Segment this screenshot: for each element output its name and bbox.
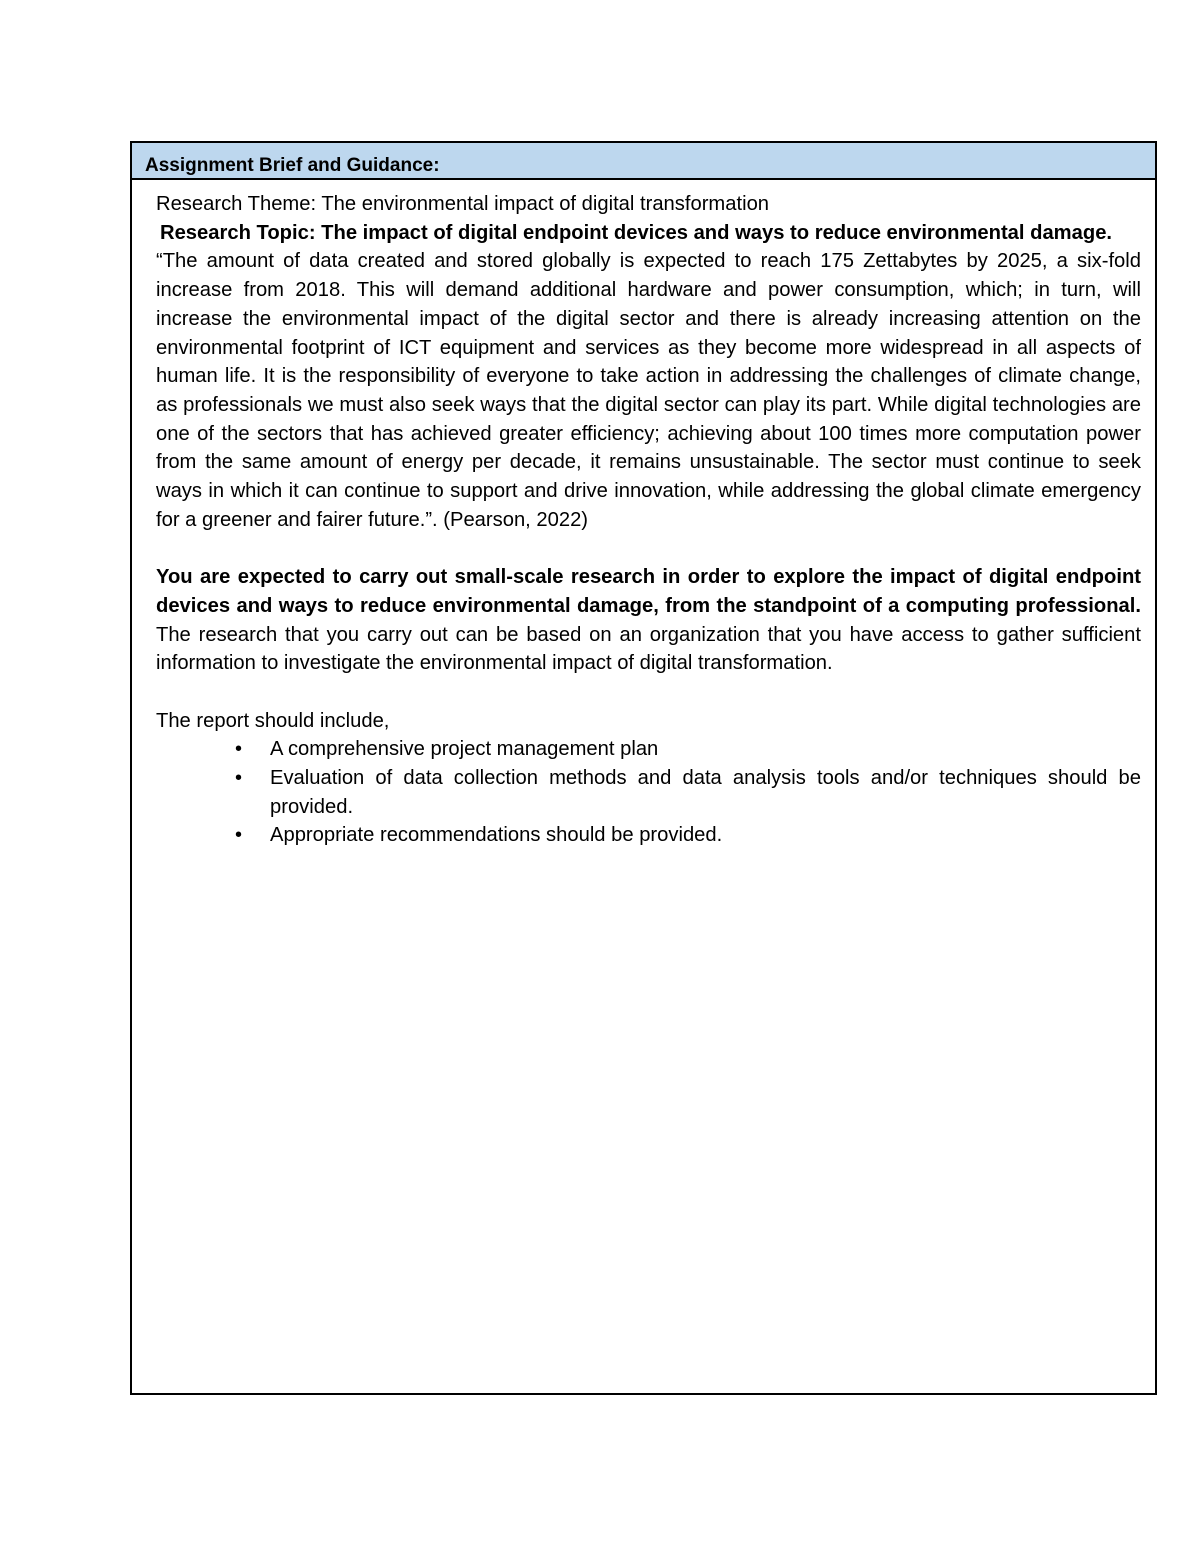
expectation-bold-text: You are expected to carry out small-scale research in order to explore the impact of digital endpoint devices and ways to reduce environmental damage, from the standpoint of a computing professional. — [156, 566, 1141, 617]
research-topic: Research Topic: The impact of digital endpoint devices and ways to reduce environmental damage. — [160, 221, 1113, 244]
list-item-text: A comprehensive project management plan — [270, 738, 659, 761]
expectation-text: The research that you carry out can be based on an organization that you have access to gather sufficient information to investigate the environmental impact of digital transformation. — [156, 623, 1141, 675]
spacer — [156, 534, 1141, 563]
list-item-text: Evaluation of data collection methods and data analysis tools and/or techniques should be provided. — [270, 767, 1141, 818]
assignment-brief-box — [130, 141, 1157, 1395]
report-requirements-list — [156, 735, 1141, 850]
report-intro: The report should include, — [156, 709, 390, 732]
bullet-icon: • — [235, 824, 243, 847]
spacer — [156, 678, 1141, 707]
list-item — [235, 735, 1141, 764]
list-item — [235, 821, 1141, 850]
brief-title: Assignment Brief and Guidance: — [145, 155, 440, 176]
bullet-icon: • — [235, 767, 243, 790]
brief-body — [132, 180, 1155, 850]
quote-paragraph: “The amount of data created and stored globally is expected to reach 175 Zettabytes by 2025, a six-fold increase from 2018. This will demand additional hardware and power consumption, which; in turn, will increase the environmental impact of the digital sector and there is already increasing attention on the environmental footprint of ICT equipment and services as they become more widespread in all aspects of human life. It is the responsibility of everyone to take action in addressing the challenges of climate change, as professionals we must also seek ways that the digital sector can play its part. While digital technologies are one of the sectors that has achieved greater efficiency; achieving about 100 times more computation power from the same amount of energy per decade, it remains unsustainable. The sector must continue to seek ways in which it can continue to support and drive innovation, while addressing the global climate emergency for a greener and fairer future.”. (Pearson, 2022) — [156, 250, 1141, 531]
bullet-icon: • — [235, 738, 243, 761]
brief-header — [132, 143, 1155, 180]
expectation-paragraph — [156, 563, 1141, 678]
research-theme: Research Theme: The environmental impact of digital transformation — [156, 193, 770, 215]
list-item-text: Appropriate recommendations should be provided. — [270, 824, 723, 847]
list-item — [235, 764, 1141, 821]
